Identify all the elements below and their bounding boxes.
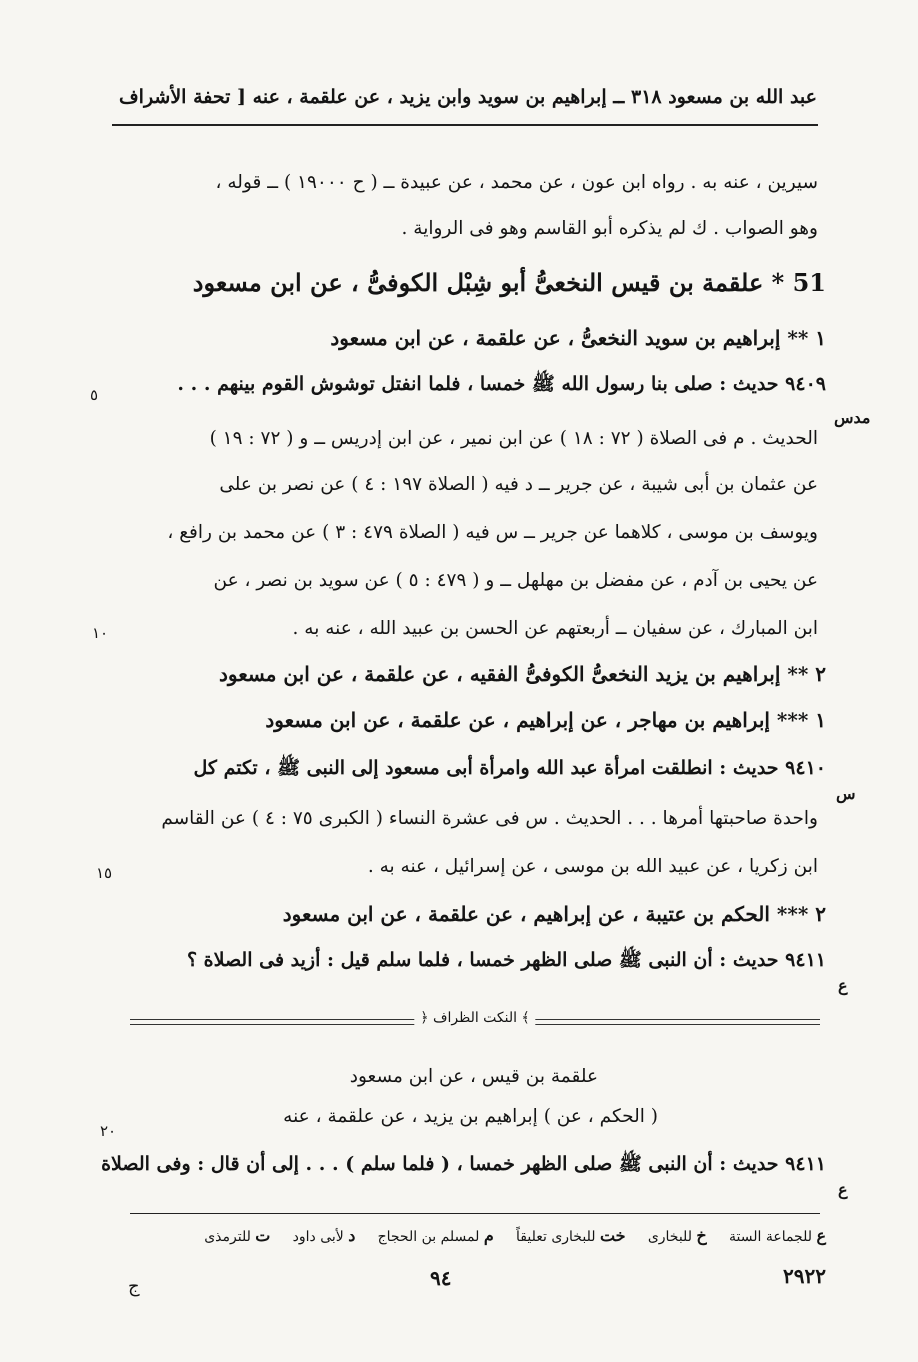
- nukat-line-1: علقمة بن قيس ، عن ابن مسعود: [349, 1066, 598, 1087]
- subheading-4: ٢ *** الحكم بن عتيبة ، عن إبراهيم ، عن علقمة ، عن ابن مسعود: [282, 902, 826, 926]
- text-line-8: ويوسف بن موسى ، كلاهما عن جرير ــ س فيه ( الصلاة ٤٧٩ : ٣ ) عن محمد بن رافع ،: [167, 522, 818, 543]
- abbreviation-key: [204, 1226, 826, 1245]
- nukat-margin-symbol: ع: [838, 1180, 848, 1199]
- header-rule: [112, 124, 818, 126]
- abbr-value-2: للبخارى تعليقاً: [516, 1229, 596, 1245]
- margin-symbol-9411: ع: [838, 976, 848, 995]
- text-line-6: الحديث . م فى الصلاة ( ٧٢ : ١٨ ) عن ابن نمير ، عن ابن إدريس ــ و ( ٧٢ : ١٩ ): [209, 428, 818, 449]
- nukat-hadith-9411: ٩٤١١ حديث : أن النبى ﷺ صلى الظهر خمسا ، ( فلما سلم ) . . . إلى أن قال : وفى الصلاة: [101, 1153, 826, 1175]
- separator-label: ﴿ النكت الظراف ﴾: [414, 1010, 535, 1026]
- running-header: عبد الله بن مسعود ٣١٨ ــ إبراهيم بن سويد وابن يزيد ، عن علقمة ، عنه [ تحفة الأشراف: [118, 86, 817, 108]
- abbr-value-1: للبخارى: [647, 1229, 692, 1245]
- abbr-value-4: لأبى داود: [292, 1229, 344, 1245]
- text-line-2: وهو الصواب . ك لم يذكره أبو القاسم وهو فى الرواية .: [401, 218, 818, 239]
- margin-symbol-9409: مدس: [834, 408, 871, 427]
- abbr-key-5: ت: [255, 1226, 271, 1245]
- subheading-2: ٢ ** إبراهيم بن يزيد النخعىُّ الكوفىُّ الفقيه ، عن علقمة ، عن ابن مسعود: [219, 662, 826, 686]
- subheading-3: ١ *** إبراهيم بن مهاجر ، عن إبراهيم ، عن علقمة ، عن ابن مسعود: [265, 708, 826, 732]
- text-line-1: سيرين ، عنه به . رواه ابن عون ، عن محمد ، عن عبيدة ــ ( ح ١٩٠٠٠ ) ــ قوله ،: [215, 172, 818, 193]
- chapter-heading: 51 * علقمة بن قيس النخعىُّ أبو شِبْل الكوفىُّ ، عن ابن مسعود: [192, 268, 826, 297]
- abbr-key-0: ع: [816, 1226, 826, 1245]
- abbr-key-2: خت: [599, 1226, 626, 1245]
- hadith-9411: ٩٤١١ حديث : أن النبى ﷺ صلى الظهر خمسا ، فلما سلم قيل : أزيد فى الصلاة ؟: [186, 949, 826, 971]
- footer-rule: [130, 1213, 820, 1214]
- section-separator: [130, 1010, 820, 1036]
- page-number: ٩٤: [430, 1266, 452, 1290]
- text-line-7: عن عثمان بن أبى شيبة ، عن جرير ــ د فيه ( الصلاة ١٩٧ : ٤ ) عن نصر بن على: [219, 474, 818, 495]
- text-line-9: عن يحيى بن آدم ، عن مفضل بن مهلهل ــ و ( ٤٧٩ : ٥ ) عن سويد بن نصر ، عن: [213, 570, 818, 591]
- abbr-value-3: لمسلم بن الحجاج: [377, 1229, 480, 1245]
- abbr-value-0: للجماعة الستة: [729, 1229, 812, 1245]
- abbr-key-3: م: [483, 1226, 494, 1245]
- text-line-14: واحدة صاحبتها أمرها . . . الحديث . س فى عشرة النساء ( الكبرى ٧٥ : ٤ ) عن القاسم: [161, 808, 818, 829]
- nukat-line-2: ( الحكم ، عن ) إبراهيم بن يزيد ، عن علقمة ، عنه: [283, 1106, 658, 1127]
- margin-symbol-9410: س: [836, 784, 856, 803]
- line-number-10: ١٠: [92, 624, 109, 642]
- hadith-9410: ٩٤١٠ حديث : انطلقت امرأة عبد الله وامرأة أبى مسعود إلى النبى ﷺ ، تكتم كل: [193, 757, 826, 779]
- abbr-value-5: للترمذى: [204, 1229, 251, 1245]
- line-number-5: ٥: [90, 386, 99, 404]
- line-number-20: ٢٠: [100, 1122, 117, 1140]
- text-line-10: ابن المبارك ، عن سفيان ــ أربعتهم عن الحسن بن عبيد الله ، عنه به .: [292, 618, 818, 639]
- volume-number: ٢٩٢٢: [783, 1264, 826, 1288]
- text-line-15: ابن زكريا ، عن عبيد الله بن موسى ، عن إسرائيل ، عنه به .: [367, 856, 818, 877]
- hadith-9409: ٩٤٠٩ حديث : صلى بنا رسول الله ﷺ خمسا ، فلما انفتل توشوش القوم بينهم . . .: [177, 373, 826, 395]
- line-number-15: ١٥: [96, 864, 113, 882]
- abbr-key-1: خ: [696, 1226, 707, 1245]
- subheading-1: ١ ** إبراهيم بن سويد النخعىُّ ، عن علقمة ، عن ابن مسعود: [330, 326, 826, 350]
- signature-letter: ج: [128, 1276, 140, 1297]
- abbr-key-4: د: [348, 1226, 356, 1245]
